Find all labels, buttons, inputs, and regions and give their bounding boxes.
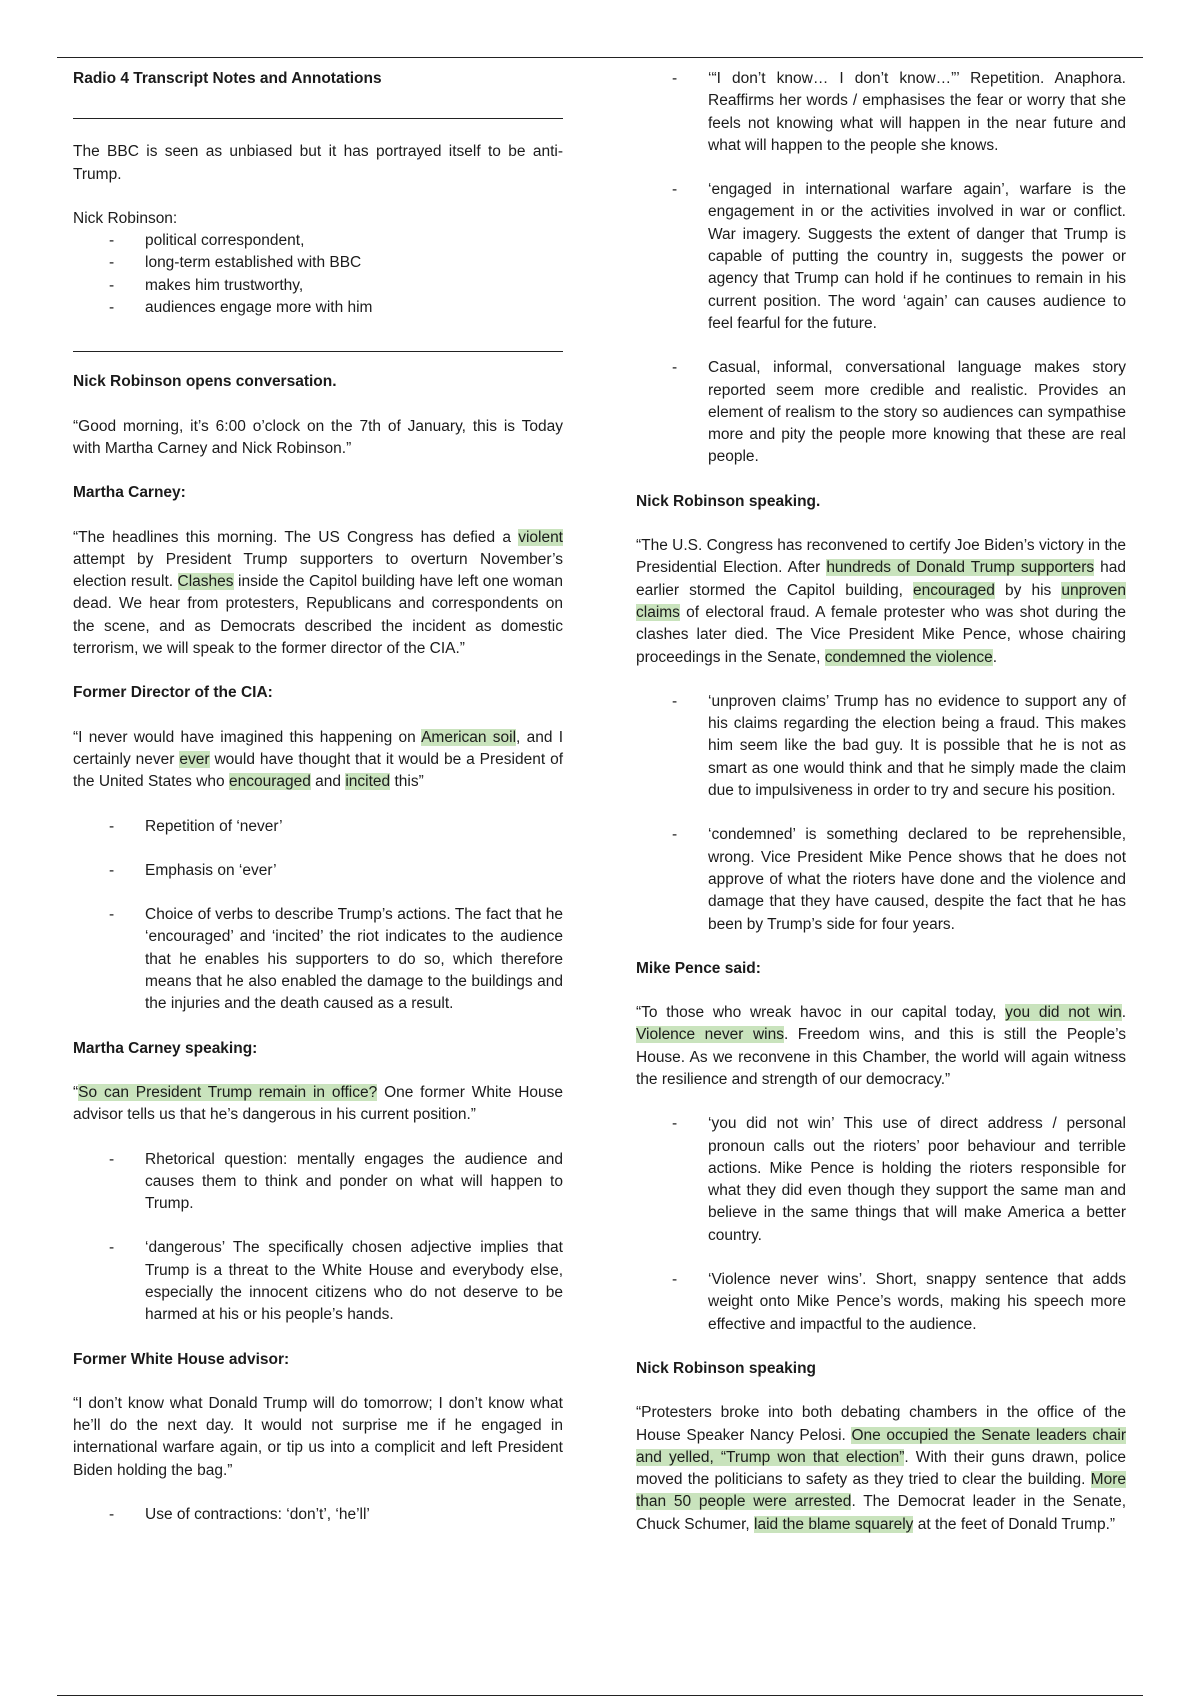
section-heading: Martha Carney speaking: (73, 1039, 258, 1057)
annotation-item: - ‘condemned’ is something declared to be reprehensible, wrong. Vice President Mike Pence shows that he does not approve of what the rioters have done and the violence and damage that they have caused, despite the fact that he has been by Trump’s side for four years. (672, 826, 1126, 933)
highlight: Clashes (177, 573, 234, 591)
transcript-quote: “To those who wreak havoc in our capital today, you did not win. Violence never wins. Freedom wins, and this is still the People’s House. As we reconvene in this Chamber, the world will again witness the resilience and strength of our democracy.” (636, 1004, 1126, 1088)
section-heading: Nick Robinson speaking. (636, 492, 821, 510)
annotation-item: - Emphasis on ‘ever’ (109, 861, 277, 879)
nick-robinson-list (73, 230, 563, 319)
transcript-quote: “I don’t know what Donald Trump will do tomorrow; I don’t know what he’ll do the next day. It would not surprise me if he engaged in international warfare again, or tip us into a complicit and left President Biden holding the bag.” (73, 1394, 563, 1479)
annotation-item: - Repetition of ‘never’ (109, 817, 283, 835)
highlight: condemned the violence (824, 648, 993, 666)
highlight: One occupied the Senate leaders chair and yelled, “Trump won that election” (636, 1426, 1127, 1466)
highlight: encouraged (913, 581, 995, 599)
highlight: laid the blame squarely (754, 1515, 914, 1533)
right-column (636, 68, 1126, 1536)
highlight: American soil (421, 728, 517, 746)
highlight: you did not win (1005, 1004, 1122, 1022)
highlight: So can President Trump remain in office? (78, 1083, 378, 1101)
annotation-item: - ‘“I don’t know… I don’t know…”’ Repetition. Anaphora. Reaffirms her words / emphasises the fear or worry that she feels not knowing what will happen in the near future and what will happen to the people she knows. (672, 70, 1126, 154)
highlight: unproven claims (636, 581, 1126, 621)
list-item: - makes him trustworthy, (109, 276, 304, 294)
section-heading: Former Director of the CIA: (73, 684, 273, 702)
highlight: Violence never wins (636, 1026, 784, 1044)
section-heading: Nick Robinson speaking (636, 1359, 817, 1377)
annotation-item: - Casual, informal, conversational language makes story reported seem more credible and realistic. Provides an element of realism to the story so audiences can sympathise more and pity the people more knowing that these are real people. (672, 359, 1126, 466)
transcript-quote: “So can President Trump remain in office? One former White House advisor tells us that he’s dangerous in his current position.” (73, 1083, 564, 1124)
document-title: Radio 4 Transcript Notes and Annotations (73, 70, 382, 87)
bottom-rule (57, 1695, 1143, 1696)
transcript-quote: “The U.S. Congress has reconvened to certify Joe Biden’s victory in the Presidential Election. After hundreds of Donald Trump supporters had earlier stormed the Capitol building, encouraged by his unproven claims of electoral fraud. A female protester who was shot during the clashes later died. The Vice President Mike Pence, whose chairing proceedings in the Senate, condemned the violence. (636, 537, 1126, 666)
highlight: incited (345, 773, 391, 791)
annotation-item: - ‘you did not win’ This use of direct address / personal pronoun calls out the rioters’ poor behaviour and terrible actions. Mike Pence is holding the rioters responsible for what they did even though they support the same man and believe in the same things that will make America a better country. (672, 1115, 1126, 1244)
list-item: - political correspondent, (109, 232, 305, 250)
highlight: encouraged (228, 773, 311, 791)
transcript-quote: “The headlines this morning. The US Congress has defied a violent attempt by President Trump supporters to overturn November’s election result. Clashes inside the Capitol building have left one woman dead. We hear from protesters, Republicans and correspondents on the scene, and as Democrats described the incident as domestic terrorism, we will speak to the former director of the CIA.” (73, 528, 564, 658)
transcript-quote: “Protesters broke into both debating chambers in the office of the House Speaker Nancy Pelosi. One occupied the Senate leaders chair and yelled, “Trump won that election”. With their guns drawn, police moved the politicians to safety as they tried to clear the building. More than 50 people were arrested. The Democrat leader in the Senate, Chuck Schumer, laid the blame squarely at the feet of Donald Trump.” (636, 1404, 1127, 1533)
list-item: - audiences engage more with him (109, 299, 373, 317)
highlight: hundreds of Donald Trump supporters (826, 559, 1095, 577)
annotation-item: - Choice of verbs to describe Trump’s actions. The fact that he ‘encouraged’ and ‘incited’ the riot indicates to the audience that he enables his supporters to do so, which therefore means that he also enabled the damage to the buildings and the injuries and the death caused as a result. (109, 906, 563, 1013)
top-rule (57, 57, 1143, 58)
annotation-item: - ‘dangerous’ The specifically chosen adjective implies that Trump is a threat to the White House and everybody else, especially the innocent citizens who do not deserve to be harmed at his or his people’s hands. (109, 1239, 563, 1324)
annotation-item: - ‘Violence never wins’. Short, snappy sentence that adds weight onto Mike Pence’s words, making his speech more effective and impactful to the audience. (672, 1271, 1126, 1333)
highlight: violent (518, 528, 563, 546)
nick-robinson-label: Nick Robinson: (73, 209, 178, 227)
highlight: More than 50 people were arrested (636, 1471, 1126, 1511)
highlight: ever (179, 750, 210, 768)
section-heading: Nick Robinson opens conversation. (73, 373, 337, 391)
transcript-quote: “Good morning, it’s 6:00 o’clock on the 7th of January, this is Today with Martha Carney and Nick Robinson.” (73, 417, 563, 457)
annotation-item: - Use of contractions: ‘don’t’, ‘he’ll’ (109, 1506, 370, 1524)
left-column (73, 68, 563, 1526)
annotation-item: - ‘unproven claims’ Trump has no evidence to support any of his claims regarding the election being a fraud. This makes him seem like the bad guy. It is possible that he is not as smart as one would think and that he simply made the claim due to impulsiveness in order to try and secure his position. (672, 692, 1126, 800)
intro-paragraph: The BBC is seen as unbiased but it has portrayed itself to be anti-Trump. (73, 143, 563, 183)
section-heading: Former White House advisor: (73, 1350, 290, 1368)
list-item: - long-term established with BBC (109, 254, 362, 272)
annotation-item: - ‘engaged in international warfare again’, warfare is the engagement in or the activities involved in war or conflict. War imagery. Suggests the extent of danger that Trump is capable of putting the country in, suggests the power or agency that Trump can hold if he continues to remain in his current position. The word ‘again’ can causes audience to feel fearful for the future. (672, 181, 1126, 332)
annotation-item: - Rhetorical question: mentally engages the audience and causes them to think and ponder on what will happen to Trump. (109, 1150, 563, 1213)
transcript-quote: “I never would have imagined this happening on American soil, and I certainly never ever would have thought that it would be a President of the United States who encouraged and incited this” (73, 728, 563, 791)
section-heading: Mike Pence said: (636, 959, 761, 977)
section-heading: Martha Carney: (73, 484, 186, 502)
